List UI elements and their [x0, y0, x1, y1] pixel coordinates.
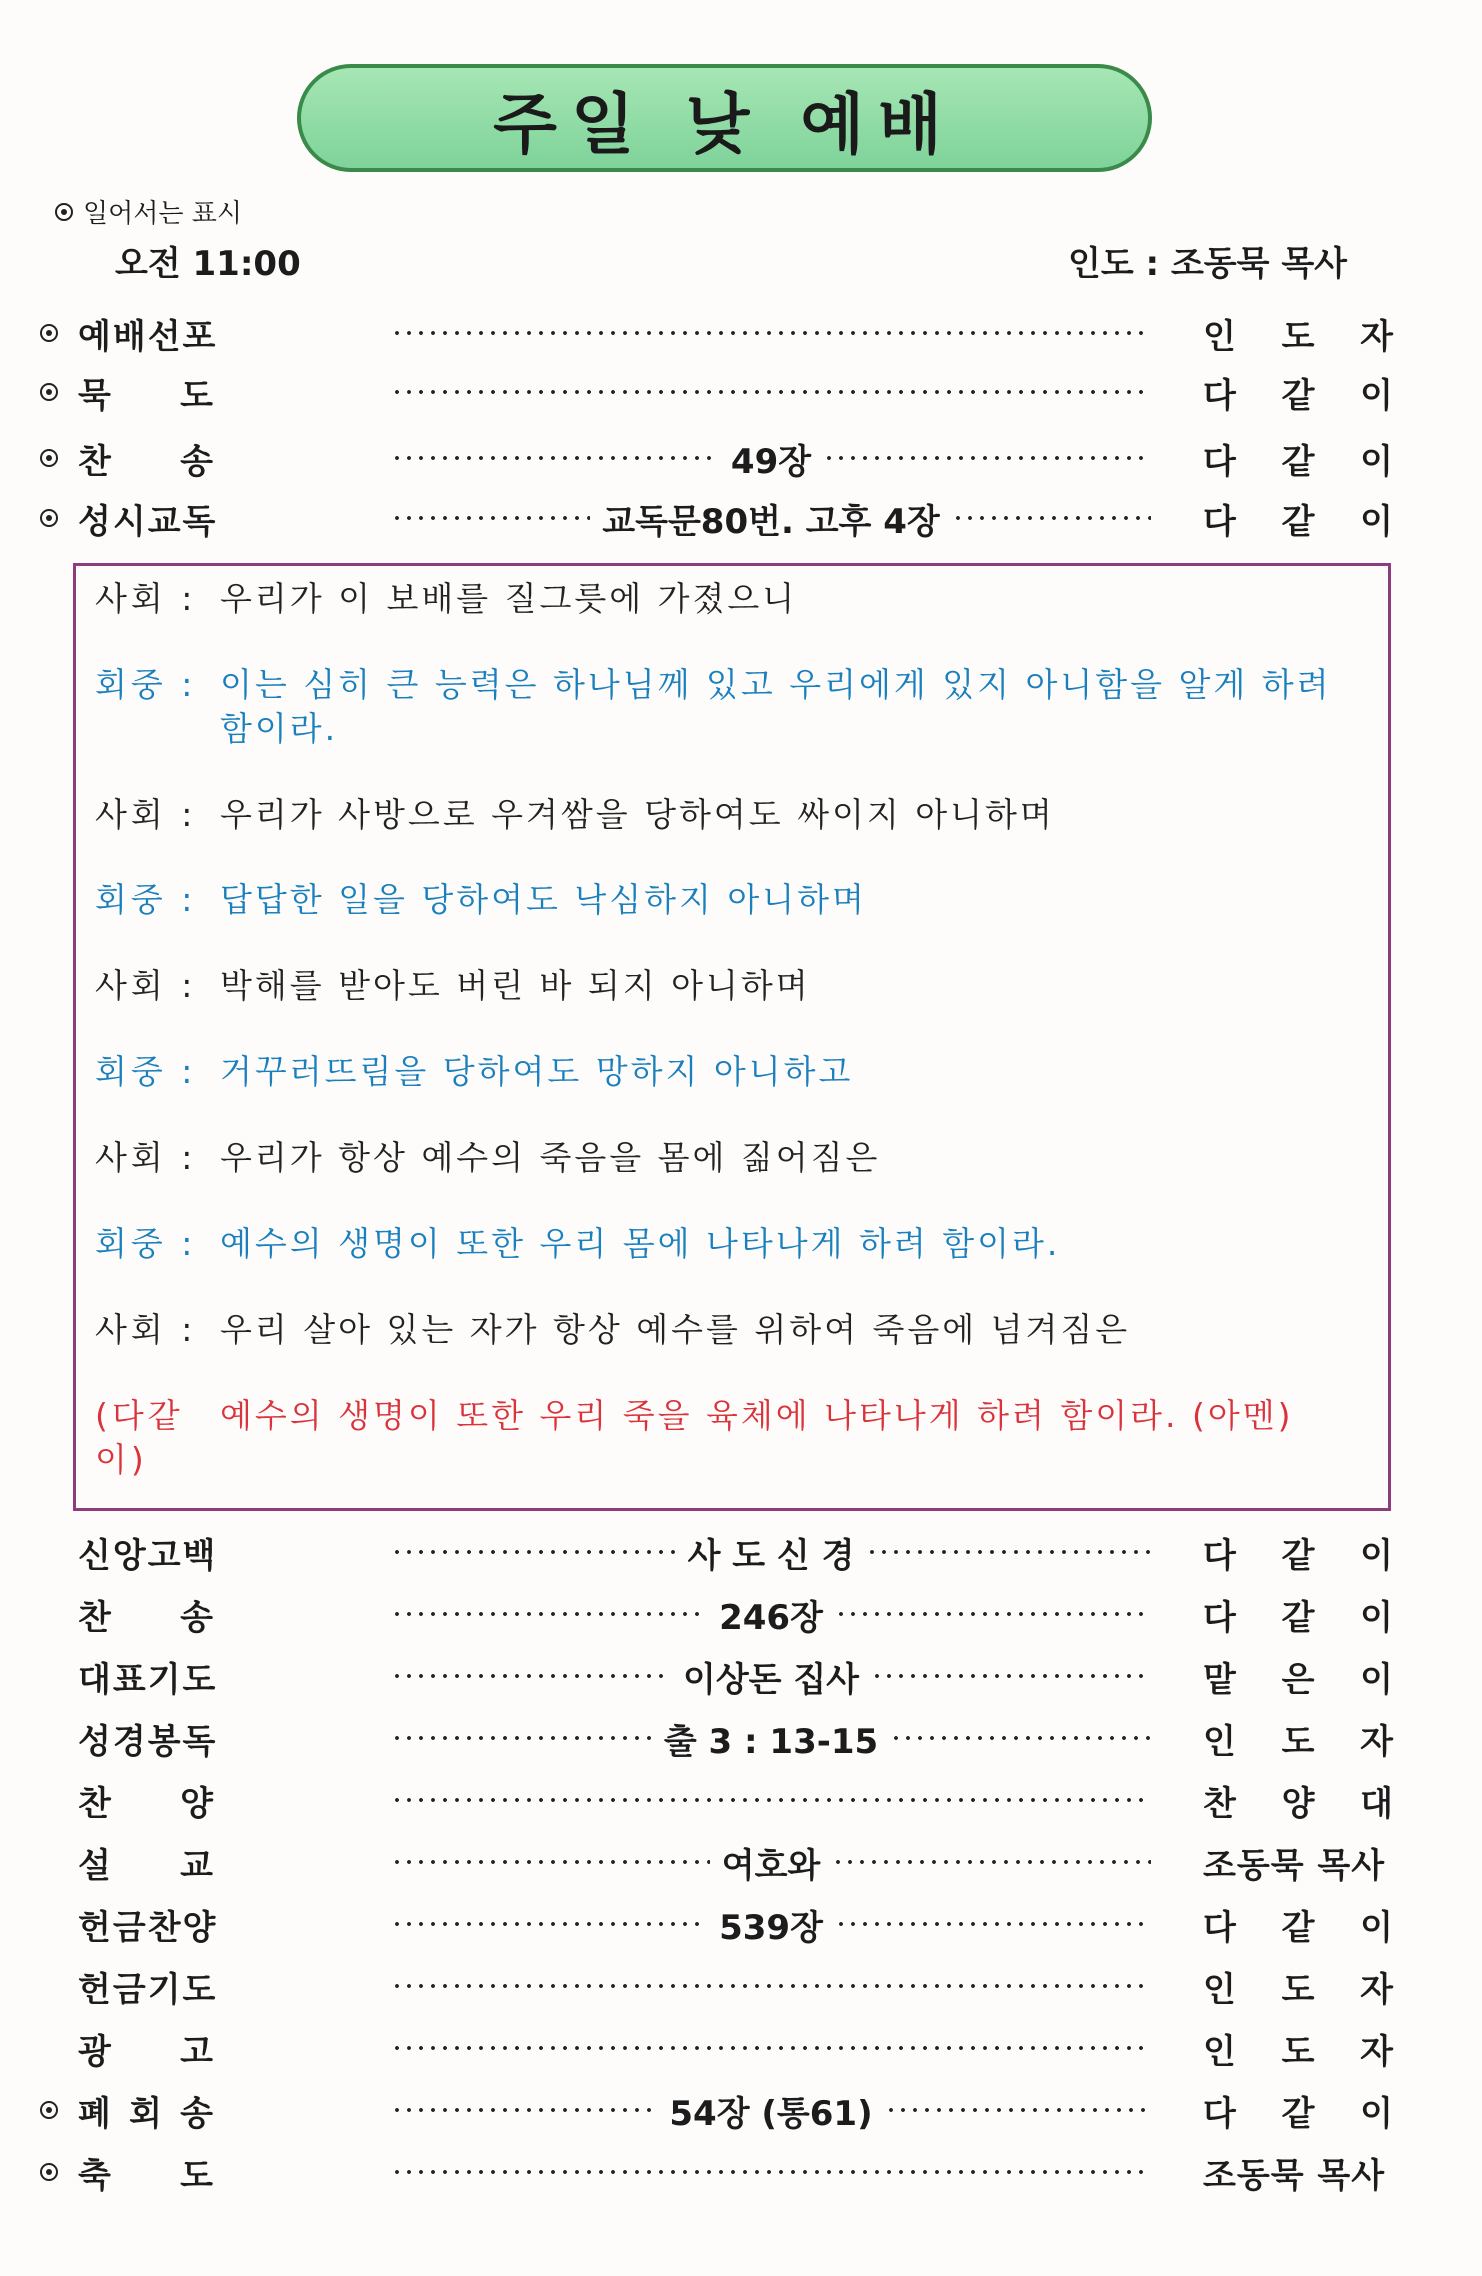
order-item: [78, 1962, 363, 2011]
order-item-label: [78, 2086, 213, 2135]
order-item-char: 회: [129, 2093, 162, 2134]
order-who-char: 이: [1360, 441, 1393, 482]
order-who-char: 도: [1281, 316, 1315, 357]
order-item: [78, 1776, 363, 1825]
service-time: 오전 11:00: [115, 244, 301, 284]
dot-leader: [391, 1983, 1151, 1989]
dot-line: [391, 1611, 707, 1617]
dot-line: [871, 1673, 1151, 1679]
order-detail: 539장: [719, 1907, 823, 1948]
service-leader: 인도 : 조동묵 목사: [1068, 244, 1348, 284]
dot-leader: [391, 1590, 1151, 1639]
order-who-char: 이: [1360, 1597, 1393, 1638]
order-item-char: 찬: [78, 1597, 111, 1638]
dot-line: [391, 1797, 1151, 1803]
order-who: [1203, 1528, 1393, 1577]
order-detail: 이상돈 집사: [682, 1659, 860, 1700]
dot-leader: [391, 330, 1151, 336]
order-item-char: 도: [180, 375, 213, 416]
order-detail: 사 도 신 경: [687, 1535, 855, 1576]
order-who-char: 같: [1281, 441, 1315, 482]
page-title: 주일 낮 예배: [493, 85, 956, 163]
dot-line: [890, 1735, 1151, 1741]
reading-text: 이는 심히 큰 능력은 하나님께 있고 우리에게 있지 아니함을 알게 하려 함이라.: [220, 665, 1332, 748]
order-item-label: [78, 1776, 213, 1825]
order-item: [78, 309, 363, 358]
order-item: [78, 1900, 363, 1949]
dot-line: [391, 330, 1151, 336]
order-who: [1203, 2024, 1393, 2073]
order-who-char: 다: [1203, 501, 1236, 542]
dot-line: [391, 1921, 707, 1927]
order-item: [78, 1590, 363, 1639]
order-item: [78, 2086, 363, 2135]
reading-line: [95, 793, 1375, 837]
dot-line: [391, 2107, 657, 2113]
order-who-char: 은: [1281, 1659, 1315, 1700]
order-mark-slot: [40, 449, 78, 467]
reading-line: [95, 577, 1375, 621]
order-mark-slot: [40, 509, 78, 527]
order-detail: 출 3 : 13-15: [663, 1721, 879, 1762]
dot-leader: [391, 1528, 1151, 1577]
order-who-char: 다: [1203, 1535, 1236, 1576]
order-who-char: 이: [1360, 501, 1393, 542]
order-who: [1203, 434, 1393, 483]
order-who-char: 인: [1203, 2031, 1236, 2072]
order-who: [1203, 2086, 1393, 2135]
reading-text: 우리 살아 있는 자가 항상 예수를 위하여 죽음에 넘겨짐은: [220, 1310, 1131, 1349]
dot-line: [391, 1735, 652, 1741]
order-who: [1203, 1776, 1393, 1825]
order-who: [1203, 1652, 1393, 1701]
dot-leader: [391, 1652, 1151, 1701]
order-item-char: 묵: [78, 375, 111, 416]
reading-speaker: 회중 :: [95, 1052, 197, 1091]
order-item-char: 교: [180, 1845, 213, 1886]
dot-line: [832, 1859, 1151, 1865]
order-who-char: 같: [1281, 1597, 1315, 1638]
order-who-char: 다: [1203, 1597, 1236, 1638]
dot-line: [952, 515, 1151, 521]
order-item-label: 대표기도: [78, 1659, 218, 1700]
reading-line: [95, 1222, 1375, 1266]
order-item: [78, 1714, 363, 1763]
standing-mark-icon: [40, 2101, 58, 2119]
dot-leader: [391, 1838, 1151, 1887]
dot-line: [391, 1983, 1151, 1989]
order-who-char: 자: [1360, 1969, 1393, 2010]
order-who-char: 같: [1281, 2093, 1315, 2134]
reading-line: [95, 1394, 1375, 1482]
order-who-char: 다: [1203, 441, 1236, 482]
reading-text: 답답한 일을 당하여도 낙심하지 아니하며: [220, 880, 867, 919]
order-item-label: [78, 2148, 213, 2197]
reading-line: [95, 1308, 1375, 1352]
order-item-char: 찬: [78, 441, 111, 482]
order-item-label: [78, 1590, 213, 1639]
order-who-char: 이: [1360, 1535, 1393, 1576]
dot-leader: [391, 494, 1151, 543]
reading-line: [95, 964, 1375, 1008]
order-row: [40, 1961, 1410, 2011]
order-who: [1203, 1900, 1393, 1949]
standing-mark-icon: [40, 383, 58, 401]
order-item-label: 예배선포: [78, 316, 218, 357]
dot-leader: [391, 1714, 1151, 1763]
order-detail: 여호와: [721, 1845, 821, 1886]
dot-line: [866, 1549, 1151, 1555]
dot-leader: [391, 1900, 1151, 1949]
order-who-char: 다: [1203, 375, 1236, 416]
order-who-char: 자: [1360, 2031, 1393, 2072]
order-item-label: 신앙고백: [78, 1535, 218, 1576]
order-who-char: 자: [1360, 316, 1393, 357]
dot-line: [823, 455, 1151, 461]
order-detail: 54장 (통61): [669, 2093, 873, 2134]
order-detail: 246장: [719, 1597, 823, 1638]
dot-leader: [391, 1797, 1151, 1803]
order-who: 조동묵 목사: [1203, 1845, 1386, 1886]
dot-line: [391, 515, 590, 521]
reading-text: 우리가 이 보배를 질그릇에 가졌으니: [220, 579, 798, 618]
order-mark-slot: [40, 2101, 78, 2119]
order-who-char: 같: [1281, 1907, 1315, 1948]
order-who-char: 대: [1360, 1783, 1393, 1824]
order-detail: 교독문80번. 고후 4장: [602, 501, 940, 542]
order-row: [40, 433, 1410, 483]
order-who-char: 다: [1203, 1907, 1236, 1948]
order-who: [1203, 1714, 1393, 1763]
order-row: [40, 2023, 1410, 2073]
dot-line: [391, 389, 1151, 395]
dot-leader: [391, 2169, 1151, 2175]
order-item-label: 성시교독: [78, 501, 218, 542]
order-mark-slot: [40, 324, 78, 342]
standing-mark-icon: [40, 2163, 58, 2181]
order-who-char: 자: [1360, 1721, 1393, 1762]
standing-mark-icon: [55, 203, 73, 221]
order-row: [40, 1713, 1410, 1763]
order-who: 조동묵 목사: [1203, 2155, 1386, 2196]
reading-speaker: 회중 :: [95, 665, 197, 704]
standing-mark-icon: [40, 324, 58, 342]
dot-line: [391, 1673, 671, 1679]
order-item-char: 축: [78, 2155, 111, 2196]
order-item: [78, 1652, 363, 1701]
order-item-char: 송: [180, 441, 213, 482]
reading-text: 예수의 생명이 또한 우리 몸에 나타나게 하려 함이라.: [220, 1224, 1061, 1263]
reading-speaker: 사회 :: [95, 579, 197, 618]
reading-text: 우리가 사방으로 우겨쌈을 당하여도 싸이지 아니하며: [220, 795, 1055, 834]
order-mark-slot: [40, 2163, 78, 2181]
order-row: [40, 1527, 1410, 1577]
reading-speaker: 사회 :: [95, 966, 197, 1005]
dot-leader: [391, 2086, 1151, 2135]
dot-line: [391, 455, 719, 461]
reading-text: 예수의 생명이 또한 우리 죽을 육체에 나타나게 하려 함이라. (아멘): [220, 1396, 1294, 1435]
order-item-char: 송: [180, 1597, 213, 1638]
reading-text: 우리가 항상 예수의 죽음을 몸에 짊어짐은: [220, 1138, 881, 1177]
reading-speaker: 회중 :: [95, 1224, 197, 1263]
order-item-char: 폐: [78, 2093, 111, 2134]
order-item-char: 양: [180, 1783, 213, 1824]
order-who-char: 같: [1281, 501, 1315, 542]
reading-speaker: 사회 :: [95, 1310, 197, 1349]
order-who: [1203, 1962, 1393, 2011]
order-item-label: 성경봉독: [78, 1721, 218, 1762]
order-item-char: 광: [78, 2031, 111, 2072]
order-row: [40, 1775, 1410, 1825]
order-item: [78, 434, 363, 483]
order-who-char: 이: [1360, 375, 1393, 416]
reading-speaker: 사회 :: [95, 795, 197, 834]
reading-line: [95, 1050, 1375, 1094]
reading-line: [95, 663, 1375, 751]
order-item: [78, 494, 363, 543]
order-who-char: 양: [1281, 1783, 1315, 1824]
order-item-char: 고: [180, 2031, 213, 2072]
order-who-char: 같: [1281, 1535, 1315, 1576]
standing-legend: [55, 193, 242, 230]
order-who-char: 맡: [1203, 1659, 1236, 1700]
reading-text: 거꾸러뜨림을 당하여도 망하지 아니하고: [220, 1052, 854, 1091]
order-who-char: 찬: [1203, 1783, 1236, 1824]
order-item: [78, 1838, 363, 1887]
order-detail: 49장: [730, 441, 812, 482]
order-item-label: [78, 368, 213, 417]
reading-text: 박해를 받아도 버린 바 되지 아니하며: [220, 966, 811, 1005]
order-row: [40, 367, 1410, 417]
order-item-label: [78, 2024, 213, 2073]
order-who-char: 도: [1281, 2031, 1315, 2072]
dot-line: [391, 2169, 1151, 2175]
order-item: [78, 1528, 363, 1577]
reading-speaker: 회중 :: [95, 880, 197, 919]
dot-line: [835, 1611, 1151, 1617]
order-item-char: 찬: [78, 1783, 111, 1824]
order-item: [78, 368, 363, 417]
order-row: [40, 1589, 1410, 1639]
order-who: [1203, 1590, 1393, 1639]
legend-text: 일어서는 표시: [83, 199, 242, 229]
dot-leader: [391, 2045, 1151, 2051]
order-item: [78, 2024, 363, 2073]
order-row: [40, 1899, 1410, 1949]
order-who: [1203, 368, 1393, 417]
order-who-char: 이: [1360, 2093, 1393, 2134]
order-who-char: 도: [1281, 1969, 1315, 2010]
dot-line: [885, 2107, 1151, 2113]
reading-line: [95, 878, 1375, 922]
dot-leader: [391, 389, 1151, 395]
order-item-label: 헌금찬양: [78, 1907, 218, 1948]
order-who-char: 인: [1203, 1721, 1236, 1762]
dot-line: [391, 2045, 1151, 2051]
order-row: [40, 1651, 1410, 1701]
order-who-char: 인: [1203, 316, 1236, 357]
dot-line: [391, 1549, 676, 1555]
dot-line: [835, 1921, 1151, 1927]
order-row: [40, 1837, 1410, 1887]
title-banner: [297, 64, 1152, 172]
reading-line: [95, 1136, 1375, 1180]
order-who-char: 이: [1360, 1907, 1393, 1948]
order-who-char: 다: [1203, 2093, 1236, 2134]
order-mark-slot: [40, 383, 78, 401]
order-who: [1203, 309, 1393, 358]
order-row: [40, 2147, 1410, 2197]
order-item: [78, 2148, 363, 2197]
order-item-label: [78, 434, 213, 483]
dot-leader: [391, 434, 1151, 483]
order-item-label: [78, 1838, 213, 1887]
order-who-char: 같: [1281, 375, 1315, 416]
order-row: [40, 493, 1410, 543]
standing-mark-icon: [40, 449, 58, 467]
order-who-char: 인: [1203, 1969, 1236, 2010]
reading-speaker: (다같이): [95, 1396, 184, 1479]
order-item-char: 송: [180, 2093, 213, 2134]
standing-mark-icon: [40, 509, 58, 527]
reading-speaker: 사회 :: [95, 1138, 197, 1177]
order-who: [1203, 494, 1393, 543]
order-who-char: 이: [1360, 1659, 1393, 1700]
order-item-char: 설: [78, 1845, 111, 1886]
order-item-char: 도: [180, 2155, 213, 2196]
order-who-char: 도: [1281, 1721, 1315, 1762]
order-row: [40, 308, 1410, 358]
order-row: [40, 2085, 1410, 2135]
order-item-label: 헌금기도: [78, 1969, 218, 2010]
dot-line: [391, 1859, 710, 1865]
